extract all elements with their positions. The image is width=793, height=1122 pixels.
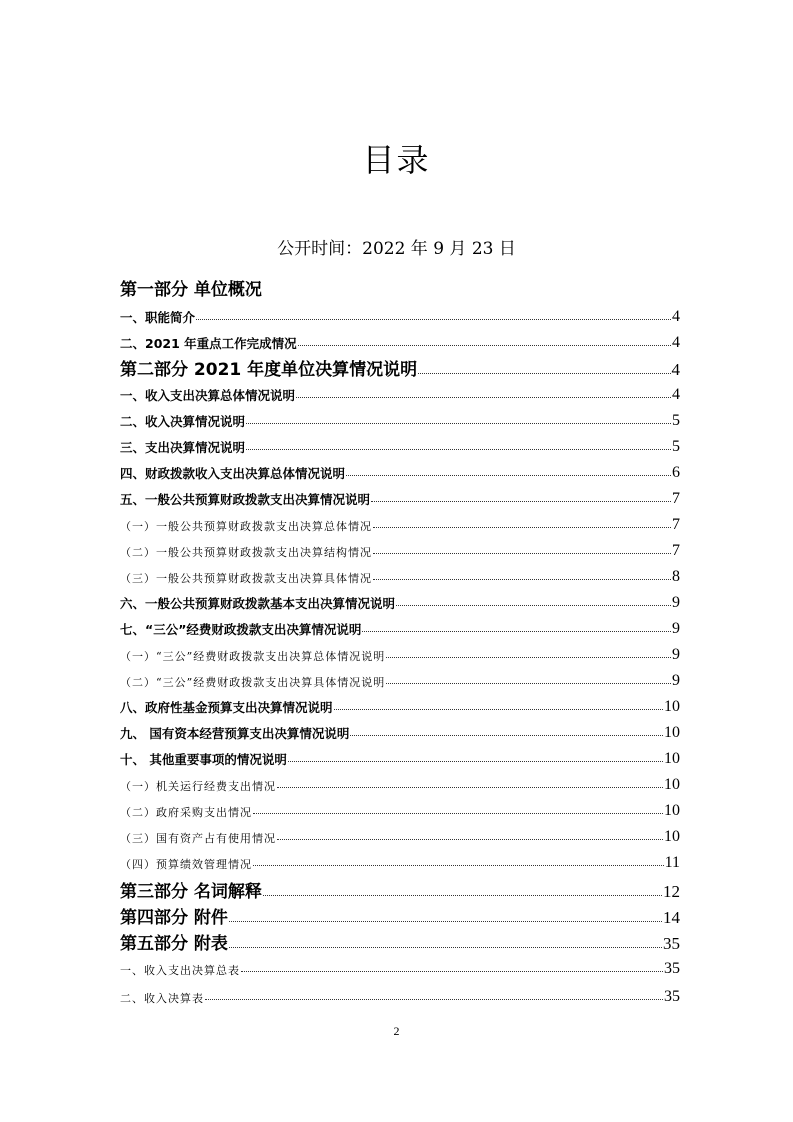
toc-leader-dots bbox=[229, 947, 662, 948]
page-number: 2 bbox=[393, 1024, 400, 1038]
toc-entry-page: 10 bbox=[664, 698, 680, 715]
toc-entry-page: 4 bbox=[672, 386, 680, 403]
toc-entry-label: 一、职能简介 bbox=[120, 310, 196, 325]
toc-entry-label: 八、政府性基金预算支出决算情况说明 bbox=[120, 700, 333, 715]
toc-entry[interactable] bbox=[120, 616, 680, 638]
toc-entry-page: 35 bbox=[663, 934, 680, 953]
toc-entry-page: 7 bbox=[672, 516, 680, 533]
toc-entry[interactable] bbox=[120, 984, 680, 1006]
toc-leader-dots bbox=[196, 319, 671, 320]
toc-entry-page: 4 bbox=[672, 334, 680, 351]
toc-leader-dots bbox=[263, 895, 662, 896]
toc-leader-dots bbox=[253, 865, 664, 866]
toc-entry-label: 第五部分 附表 bbox=[120, 934, 228, 954]
toc-entry[interactable] bbox=[120, 876, 680, 902]
toc-entry-page: 9 bbox=[672, 646, 680, 663]
toc-entry-label: （一）“三公”经费财政拨款支出决算总体情况说明 bbox=[120, 650, 386, 663]
toc-entry-page: 4 bbox=[672, 308, 680, 325]
toc-entry-label: 三、支出决算情况说明 bbox=[120, 440, 246, 455]
toc-entry[interactable] bbox=[120, 824, 680, 846]
toc-leader-dots bbox=[386, 657, 671, 658]
toc-entry[interactable] bbox=[120, 434, 680, 456]
toc-leader-dots bbox=[396, 605, 671, 606]
toc-entry-label: 五、一般公共预算财政拨款支出决算情况说明 bbox=[120, 492, 371, 507]
toc-entry-label: 二、2021 年重点工作完成情况 bbox=[120, 336, 297, 351]
toc-leader-dots bbox=[277, 787, 663, 788]
toc-entry[interactable] bbox=[120, 798, 680, 820]
toc-entry-label: （一）机关运行经费支出情况 bbox=[120, 780, 276, 793]
toc-entry-label: 第一部分 单位概况 bbox=[120, 280, 262, 300]
toc-entry[interactable] bbox=[120, 902, 680, 928]
toc-entry-label: 一、收入支出决算总体情况说明 bbox=[120, 388, 296, 403]
toc-leader-dots bbox=[277, 839, 663, 840]
toc-leader-dots bbox=[334, 709, 663, 710]
toc-entry-page: 10 bbox=[664, 724, 680, 741]
toc-entry-label: 第四部分 附件 bbox=[120, 908, 228, 928]
toc-entry[interactable] bbox=[120, 304, 680, 326]
toc-leader-dots bbox=[288, 761, 663, 762]
toc-entry-page: 9 bbox=[672, 620, 680, 637]
toc-entry-page: 10 bbox=[664, 776, 680, 793]
toc-entry-label: （二）一般公共预算财政拨款支出决算结构情况 bbox=[120, 546, 372, 559]
toc-entry-page: 10 bbox=[664, 828, 680, 845]
toc-leader-dots bbox=[386, 683, 671, 684]
toc-leader-dots bbox=[418, 373, 670, 374]
toc-leader-dots bbox=[350, 735, 663, 736]
toc-entry[interactable] bbox=[120, 668, 680, 690]
toc-entry-page: 9 bbox=[672, 672, 680, 689]
toc-entry[interactable] bbox=[120, 538, 680, 560]
toc-entry-label: 第二部分 2021 年度单位决算情况说明 bbox=[120, 360, 418, 380]
toc-entry[interactable] bbox=[120, 642, 680, 664]
toc-entry-page: 12 bbox=[663, 882, 680, 901]
toc-entry[interactable] bbox=[120, 382, 680, 404]
toc-entry[interactable] bbox=[120, 772, 680, 794]
toc-entry-page: 5 bbox=[672, 438, 680, 455]
toc-entry-label: 四、财政拨款收入支出决算总体情况说明 bbox=[120, 466, 346, 481]
toc-entry[interactable] bbox=[120, 590, 680, 612]
toc-entry-page: 7 bbox=[672, 542, 680, 559]
toc-entry-label: 二、收入决算表 bbox=[120, 992, 204, 1005]
toc-entry[interactable] bbox=[120, 460, 680, 482]
toc-leader-dots bbox=[362, 631, 671, 632]
toc-entry[interactable] bbox=[120, 274, 680, 300]
toc-leader-dots bbox=[371, 501, 671, 502]
toc-entry-page: 7 bbox=[672, 490, 680, 507]
toc-entry-label: 第三部分 名词解释 bbox=[120, 882, 262, 902]
toc-entry-label: 六、一般公共预算财政拨款基本支出决算情况说明 bbox=[120, 596, 396, 611]
toc-entry-label: （四）预算绩效管理情况 bbox=[120, 858, 252, 871]
toc-entry-label: （三）国有资产占有使用情况 bbox=[120, 832, 276, 845]
toc-entry-page: 10 bbox=[664, 750, 680, 767]
toc-leader-dots bbox=[253, 813, 663, 814]
toc-entry-page: 35 bbox=[664, 988, 680, 1005]
toc-leader-dots bbox=[373, 553, 671, 554]
toc-entry-page: 9 bbox=[672, 594, 680, 611]
toc-leader-dots bbox=[246, 449, 671, 450]
toc-entry[interactable] bbox=[120, 330, 680, 352]
toc-entry-page: 11 bbox=[664, 854, 680, 871]
toc-leader-dots bbox=[296, 397, 671, 398]
toc-entry-label: 九、 国有资本经营预算支出决算情况说明 bbox=[120, 726, 350, 741]
toc-entry-label: （三）一般公共预算财政拨款支出决算具体情况 bbox=[120, 572, 372, 585]
toc-entry[interactable] bbox=[120, 956, 680, 978]
toc-entry[interactable] bbox=[120, 928, 680, 954]
toc-entry-label: （一）一般公共预算财政拨款支出决算总体情况 bbox=[120, 520, 372, 533]
toc-entry-label: 二、收入决算情况说明 bbox=[120, 414, 246, 429]
toc-entry-page: 8 bbox=[672, 568, 680, 585]
toc-entry-label: 一、收入支出决算总表 bbox=[120, 964, 240, 977]
toc-entry[interactable] bbox=[120, 354, 680, 380]
toc-leader-dots bbox=[346, 475, 671, 476]
toc-leader-dots bbox=[205, 999, 663, 1000]
toc-leader-dots bbox=[241, 971, 663, 972]
toc-entry-page: 4 bbox=[671, 360, 680, 379]
toc-entry-label: （二）政府采购支出情况 bbox=[120, 806, 252, 819]
document-title: 目录 bbox=[362, 141, 431, 179]
toc-entry[interactable] bbox=[120, 512, 680, 534]
toc-entry-page: 10 bbox=[664, 802, 680, 819]
toc-leader-dots bbox=[373, 527, 671, 528]
publish-date: 公开时间：2022 年 9 月 23 日 bbox=[277, 239, 516, 259]
toc-entry[interactable] bbox=[120, 694, 680, 716]
toc-leader-dots bbox=[229, 921, 662, 922]
toc-entry[interactable] bbox=[120, 850, 680, 872]
toc-leader-dots bbox=[246, 423, 671, 424]
toc-entry[interactable] bbox=[120, 408, 680, 430]
toc-entry-page: 14 bbox=[663, 908, 680, 927]
toc-leader-dots bbox=[373, 579, 671, 580]
toc-entry[interactable] bbox=[120, 486, 680, 508]
toc-entry[interactable] bbox=[120, 720, 680, 742]
toc-entry-label: 七、“三公”经费财政拨款支出决算情况说明 bbox=[120, 622, 362, 637]
toc-leader-dots bbox=[298, 345, 671, 346]
toc-entry[interactable] bbox=[120, 746, 680, 768]
toc-entry-page: 6 bbox=[672, 464, 680, 481]
toc-entry-page: 5 bbox=[672, 412, 680, 429]
toc-entry-label: 十、 其他重要事项的情况说明 bbox=[120, 752, 287, 767]
toc-entry[interactable] bbox=[120, 564, 680, 586]
toc-entry-label: （二）“三公”经费财政拨款支出决算具体情况说明 bbox=[120, 676, 386, 689]
toc-entry-page: 35 bbox=[664, 960, 680, 977]
